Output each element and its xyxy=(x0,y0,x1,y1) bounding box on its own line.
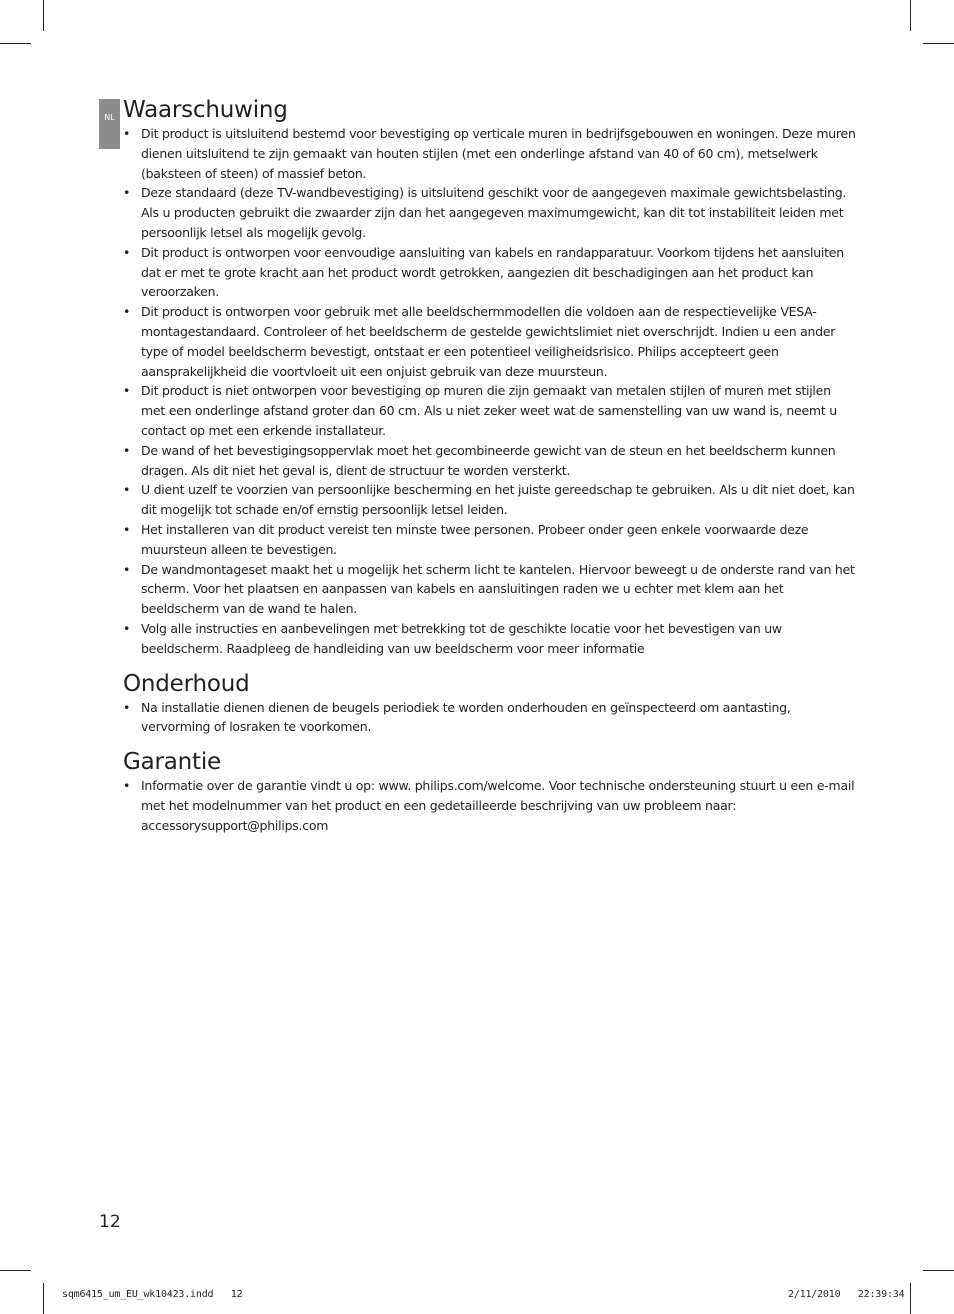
list-item-text: Volg alle instructies en aanbevelingen met betrekking tot de geschikte locatie voor het bevestigen van uw beeldscherm. Raadpleeg de handleiding van uw beeldscherm voor meer informatie xyxy=(141,620,782,656)
bullet-icon: • xyxy=(123,442,131,458)
section-title-garantie: Garantie xyxy=(123,749,222,776)
bullet-icon: • xyxy=(123,304,131,320)
crop-mark xyxy=(43,0,44,31)
garantie-list xyxy=(123,776,858,835)
list-item-text: Dit product is ontworpen voor gebruik met alle beeldschermmodellen die voldoen aan de respectievelijke VESA-montagestandaard. Controleer of het beeldscherm de gestelde gewichtslimiet niet overschrijdt. Indien u een ander type of model beeldscherm bevestigt, ontstaat er een potentieel veiligheidsrisico. Philips accepteert geen aansprakelijkheid die voortvloeit uit een onjuist gebruik van deze muursteun. xyxy=(141,304,836,379)
list-item-text: Het installeren van dit product vereist ten minste twee personen. Probeer onder geen enkele voorwaarde deze muursteun alleen te bevestigen. xyxy=(141,521,809,557)
list-item-text: U dient uzelf te voorzien van persoonlijke bescherming en het juiste gereedschap te gebruiken. Als u dit niet doet, kan dit mogelijk tot schade en/of ernstig persoonlijk letsel leiden. xyxy=(141,482,855,518)
crop-mark xyxy=(923,43,954,44)
list-item-text: Deze standaard (deze TV-wandbevestiging) is uitsluitend geschikt voor de aangegeven maximale gewichtsbelasting. Als u producten gebruikt die zwaarder zijn dan het aangegeven maximumgewicht, kan dit tot instabiliteit leiden met persoonlijk letsel als mogelijk gevolg. xyxy=(141,185,847,240)
crop-mark xyxy=(910,1283,911,1314)
list-item xyxy=(123,480,858,520)
bullet-icon: • xyxy=(123,699,131,715)
bullet-icon: • xyxy=(123,521,131,537)
bullet-icon: • xyxy=(123,561,131,577)
crop-mark xyxy=(910,0,911,31)
bullet-icon: • xyxy=(123,126,131,141)
list-item xyxy=(123,381,858,440)
list-item xyxy=(123,560,858,619)
section-title-onderhoud: Onderhoud xyxy=(123,670,250,697)
list-item-text: Na installatie dienen dienen de beugels periodiek te worden onderhouden en geïnspecteerd om aantasting, vervorming of losraken te voorkomen. xyxy=(141,699,791,735)
print-slug-filename: sqm6415_um_EU_wk10423.indd 12 xyxy=(62,1289,243,1300)
list-item xyxy=(123,243,858,302)
list-item-text: De wandmontageset maakt het u mogelijk het scherm licht te kantelen. Hiervoor beweegt u de onderste rand van het scherm. Voor het plaatsen en aanpassen van kabels en aansluitingen raden we u echter met klem aan het beeldscherm van de wand te halen. xyxy=(141,561,855,617)
print-slug-timestamp: 2/11/2010 22:39:34 xyxy=(788,1289,905,1300)
onderhoud-list xyxy=(123,698,858,738)
waarschuwing-list xyxy=(123,124,858,659)
list-item-text: De wand of het bevestigingsoppervlak moet het gecombineerde gewicht van de steun en het beeldscherm kunnen dragen. Als dit niet het geval is, dient de structuur te worden versterkt. xyxy=(141,442,836,478)
list-item xyxy=(123,441,858,481)
list-item-text: Dit product is niet ontworpen voor bevestiging op muren die zijn gemaakt van metalen stijlen of muren met stijlen met een onderlinge afstand groter dan 60 cm. Als u niet zeker weet wat de samenstelling van uw wand is, neemt u contact op met een erkende installateur. xyxy=(141,383,837,438)
list-item xyxy=(123,776,858,835)
crop-mark xyxy=(43,1283,44,1314)
list-item-text: Informatie over de garantie vindt u op: www. philips.com/welcome. Voor technische ondersteuning stuurt u een e-mail met het modelnummer van het product en een gedetailleerde beschrijving van uw probleem naar: accessorysupport@philips.com xyxy=(141,778,855,833)
list-item xyxy=(123,619,858,659)
list-item-text: Dit product is uitsluitend bestemd voor bevestiging op verticale muren in bedrijfsgebouwen en woningen. Deze muren dienen uitsluitend te zijn gemaakt van houten stijlen (met een onderlinge afstand van 40 of 60 cm), metselwerk (baksteen of steen) of massief beton. xyxy=(141,126,856,181)
language-tab: NL xyxy=(99,99,120,149)
page-number: 12 xyxy=(99,1212,121,1232)
list-item xyxy=(123,698,858,738)
bullet-icon: • xyxy=(123,185,131,201)
list-item xyxy=(123,183,858,242)
list-item-text: Dit product is ontworpen voor eenvoudige aansluiting van kabels en randapparatuur. Voorkom tijdens het aansluiten dat er met te grote kracht aan het product wordt getrokken, aangezien dit beschadigingen aan het product kan veroorzaken. xyxy=(141,244,844,300)
crop-mark xyxy=(0,1270,31,1271)
list-item xyxy=(123,302,858,381)
bullet-icon: • xyxy=(123,778,131,794)
crop-mark xyxy=(0,43,31,44)
bullet-icon: • xyxy=(123,383,131,399)
document-content xyxy=(123,96,858,836)
section-title-waarschuwing: Waarschuwing xyxy=(123,97,288,123)
bullet-icon: • xyxy=(123,482,131,498)
list-item xyxy=(123,520,858,560)
bullet-icon: • xyxy=(123,620,131,636)
list-item xyxy=(123,124,858,183)
crop-mark xyxy=(923,1270,954,1271)
bullet-icon: • xyxy=(123,244,131,260)
